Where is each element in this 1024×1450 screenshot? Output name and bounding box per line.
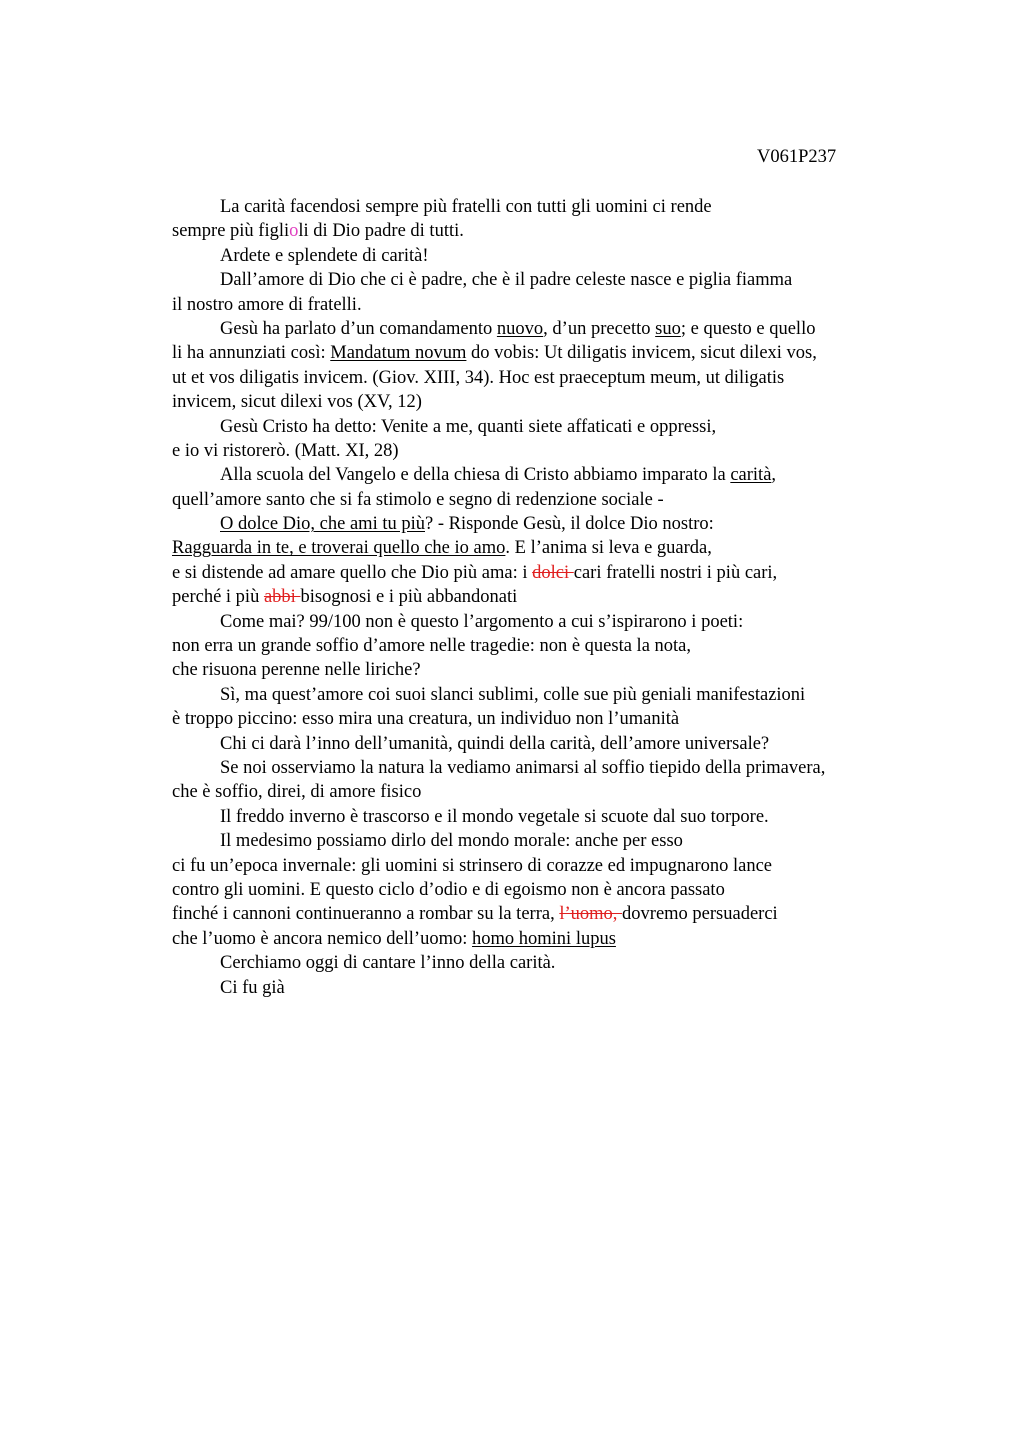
text-line: contro gli uomini. E questo ciclo d’odio e di egoismo non è ancora passato <box>172 879 725 900</box>
text-line: e io vi ristorerò. (Matt. XI, 28) <box>172 440 399 461</box>
text-line: che è soffio, direi, di amore fisico <box>172 782 422 803</box>
text-line: che l’uomo è ancora nemico dell’uomo: homo homini lupus <box>172 928 616 949</box>
text-line: Ardete e splendete di carità! <box>220 245 429 266</box>
underlined-text: carità <box>730 465 772 486</box>
text-line: non erra un grande soffio d’amore nelle tragedie: non è questa la nota, <box>172 636 692 657</box>
text-line: il nostro amore di fratelli. <box>172 294 362 315</box>
text-line: ut et vos diligatis invicem. (Giov. XIII, 34). Hoc est praeceptum meum, ut diligatis <box>172 367 785 388</box>
text-line: e si distende ad amare quello che Dio più ama: i dolci cari fratelli nostri i più cari, <box>172 562 778 583</box>
text-line: ci fu un’epoca invernale: gli uomini si strinsero di corazze ed impugnarono lance <box>172 855 773 876</box>
underlined-text: Mandatum novum <box>330 343 467 364</box>
text-line: li ha annunziati così: Mandatum novum do vobis: Ut diligatis invicem, sicut dilexi vos, <box>172 343 817 364</box>
inserted-letter: o <box>289 221 299 242</box>
underlined-text: homo homini lupus <box>472 928 616 949</box>
text-line: Gesù ha parlato d’un comandamento nuovo, d’un precetto suo; e questo e quello <box>220 318 816 339</box>
text-line: finché i cannoni continueranno a rombar su la terra, l’uomo, dovremo persuaderci <box>172 904 778 925</box>
text-line: Il freddo inverno è trascorso e il mondo vegetale si scuote dal suo torpore. <box>220 806 769 827</box>
text-line: perché i più abbi bisognosi e i più abbandonati <box>172 587 518 608</box>
underlined-text: Ragguarda in te, e troverai quello che io amo <box>172 538 506 559</box>
page-identifier: V061P237 <box>757 147 837 167</box>
underlined-text: nuovo <box>496 318 544 339</box>
text-line: Se noi osserviamo la natura la vediamo animarsi al soffio tiepido della primavera, <box>220 757 826 778</box>
text-line: sempre più figlioli di Dio padre di tutti. <box>172 221 464 242</box>
text-line: Alla scuola del Vangelo e della chiesa di Cristo abbiamo imparato la carità, <box>220 465 777 486</box>
underlined-text: suo <box>655 318 681 339</box>
text-line: Gesù Cristo ha detto: Venite a me, quanti siete affaticati e oppressi, <box>220 416 717 437</box>
underlined-text: O dolce Dio, che ami tu più <box>220 514 425 535</box>
text-line: O dolce Dio, che ami tu più? - Risponde Gesù, il dolce Dio nostro: <box>220 514 714 535</box>
transcription-body <box>172 195 912 1000</box>
text-line: è troppo piccino: esso mira una creatura, un individuo non l’umanità <box>172 709 680 730</box>
text-line: Chi ci darà l’inno dell’umanità, quindi della carità, dell’amore universale? <box>220 733 770 754</box>
text-line: Il medesimo possiamo dirlo del mondo morale: anche per esso <box>220 831 683 852</box>
text-line: Ci fu già <box>220 977 285 998</box>
text-line: Dall’amore di Dio che ci è padre, che è il padre celeste nasce e piglia fiamma <box>220 270 793 291</box>
text-line: Sì, ma quest’amore coi suoi slanci sublimi, colle sue più geniali manifestazioni <box>220 684 806 705</box>
text-line: che risuona perenne nelle liriche? <box>172 660 421 681</box>
text-line: invicem, sicut dilexi vos (XV, 12) <box>172 392 422 413</box>
deleted-text: l’uomo, <box>559 904 623 925</box>
deleted-text: abbi <box>263 587 301 608</box>
text-line: quell’amore santo che si fa stimolo e segno di redenzione sociale - <box>172 489 664 510</box>
deleted-text: dolci <box>532 562 574 583</box>
text-line: La carità facendosi sempre più fratelli con tutti gli uomini ci rende <box>220 197 712 217</box>
text-line: Come mai? 99/100 non è questo l’argomento a cui s’ispirarono i poeti: <box>220 611 744 632</box>
text-line: Ragguarda in te, e troverai quello che io amo. E l’anima si leva e guarda, <box>172 538 712 559</box>
text-line: Cerchiamo oggi di cantare l’inno della carità. <box>220 953 556 974</box>
